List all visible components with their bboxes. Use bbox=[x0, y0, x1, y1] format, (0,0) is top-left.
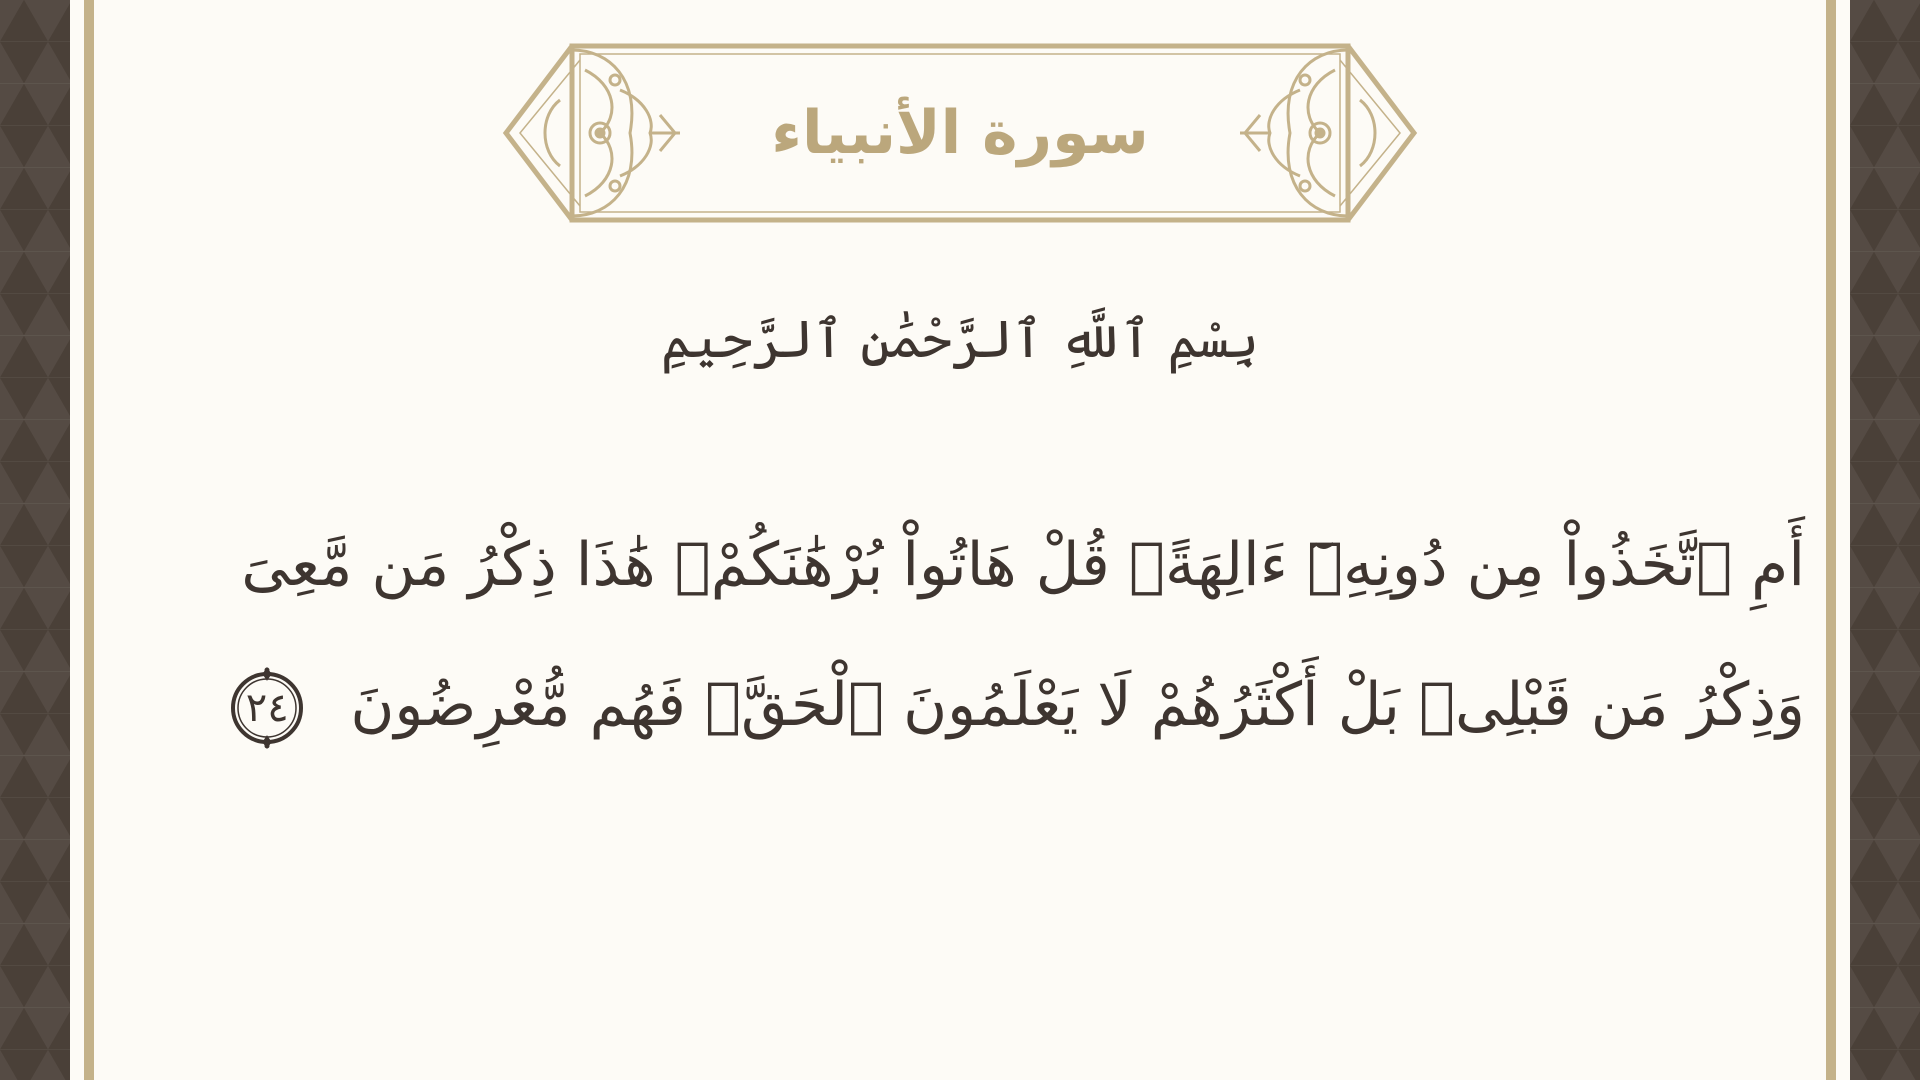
basmala: بِسْمِ ٱللَّهِ ٱلرَّحْمَٰنِ ٱلرَّحِيمِ bbox=[660, 310, 1260, 370]
surah-title: سورة الأنبياء bbox=[771, 98, 1149, 168]
left-gold-rule bbox=[84, 0, 94, 1080]
ayah-number: ٢٤ bbox=[245, 685, 289, 732]
surah-title-frame bbox=[500, 40, 1420, 226]
right-ornamental-border bbox=[1850, 0, 1920, 1080]
right-gold-rule bbox=[1826, 0, 1836, 1080]
left-ornamental-border bbox=[0, 0, 70, 1080]
verse-block bbox=[215, 495, 1805, 775]
verse-text: أَمِ ٱتَّخَذُواْ مِن دُونِهِۦٓ ءَالِهَةًۖ قُلْ هَاتُواْ بُرْهَٰنَكُمْۖ هَٰذَا ذِكْرُ مَن مَّعِىَ وَذِكْرُ مَن قَبْلِىۗ بَلْ أَكْثَرُهُمْ لَا يَعْلَمُونَ ٱلْحَقَّۖ فَهُم مُّعْرِضُونَ bbox=[241, 530, 1805, 740]
ayah-end-marker bbox=[225, 666, 309, 750]
